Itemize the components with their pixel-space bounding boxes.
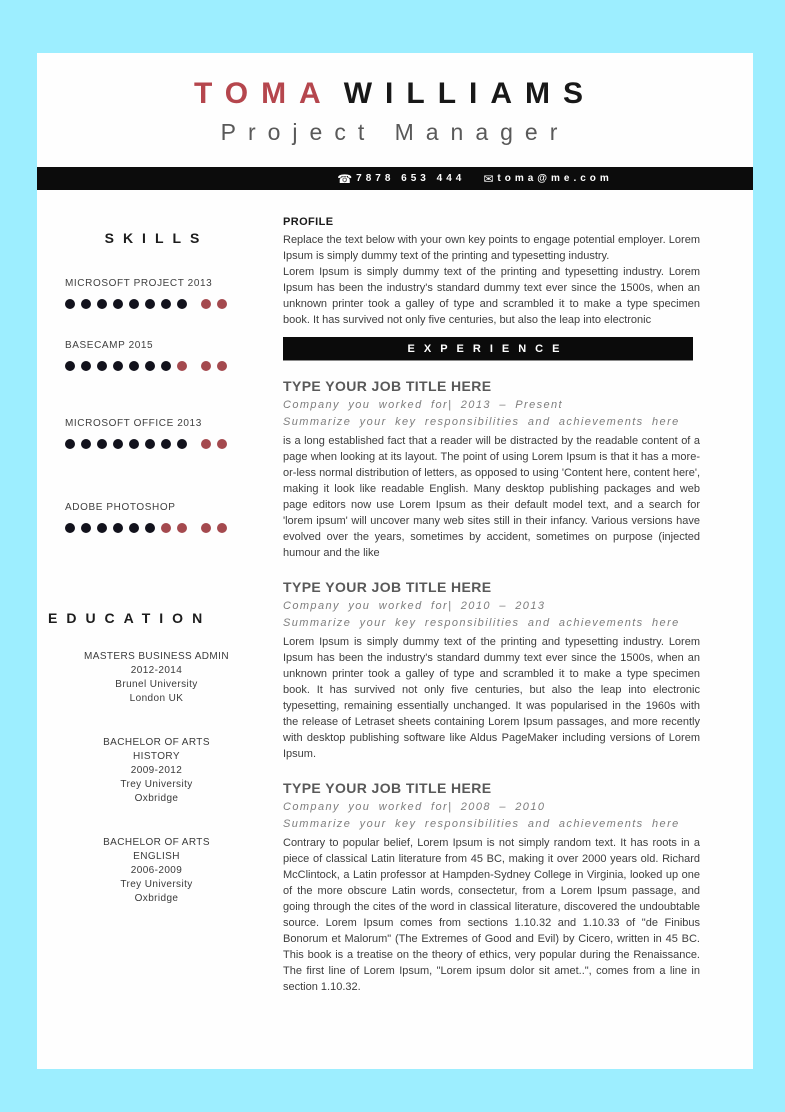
education-major: HISTORY: [133, 751, 180, 762]
job-summary-hint: Summarize your key responsibilities and achievements here: [283, 416, 680, 428]
skill-microsoft-project: [37, 278, 276, 310]
education-entry-masters: [37, 650, 276, 706]
job-company-dates: Company you worked for| 2010 – 2013: [283, 600, 546, 612]
skill-rating-dots: [65, 438, 276, 450]
phone-number: 7878 653 444: [356, 173, 466, 184]
email-group: [483, 172, 613, 186]
job-entry-1: [283, 378, 700, 561]
phone-group: [337, 172, 465, 186]
skill-rating-dots: [65, 298, 276, 310]
skill-microsoft-office: [37, 418, 276, 450]
skill-label: BASECAMP 2015: [65, 340, 154, 351]
job-title: TYPE YOUR JOB TITLE HERE: [283, 579, 492, 595]
education-major: ENGLISH: [133, 851, 180, 862]
resume-page: [37, 53, 753, 1069]
education-years: 2012-2014: [130, 665, 183, 676]
job-description: is a long established fact that a reader will be distracted by the readable content of a page when looking at its layout. The point of using Lorem Ipsum is that it has a more-or-less normal distribution of letters, as opposed to using 'Content here, content here', making it look like readable English. Many desktop publishing packages and web page editors now use Lorem Ipsum as their default model text, and a search for 'lorem ipsum' will uncover many web sites still in their infancy. Various versions have evolved over the years, sometimes by accident, sometimes on purpose (injected humour and the like: [283, 435, 700, 559]
education-years: 2009-2012: [130, 765, 183, 776]
education-school: Trey University: [120, 779, 193, 790]
skill-label: MICROSOFT PROJECT 2013: [65, 278, 213, 289]
contact-bar: [37, 167, 753, 190]
education-years: 2006-2009: [130, 865, 183, 876]
job-company-dates: Company you worked for| 2008 – 2010: [283, 801, 546, 813]
skills-heading: SKILLS: [104, 230, 209, 246]
telephone-icon: ☎: [337, 171, 353, 186]
education-degree: MASTERS BUSINESS ADMIN: [84, 651, 229, 662]
job-title-subtitle: Project Manager: [220, 119, 570, 145]
skill-label: MICROSOFT OFFICE 2013: [65, 418, 202, 429]
education-location: Oxbridge: [134, 893, 179, 904]
job-summary-hint: Summarize your key responsibilities and achievements here: [283, 818, 680, 830]
education-location: Oxbridge: [134, 793, 179, 804]
profile-paragraph: Lorem Ipsum is simply dummy text of the printing and typesetting industry. Lorem Ipsum has been the industry's standard dummy text ever since the 1500s, when an unknown printer took a galley of type and scrambled it to make a type specimen book. It has survived not only five centuries, but also the leap into electronic: [283, 266, 700, 326]
envelope-icon: ✉: [483, 171, 494, 186]
experience-section-heading: EXPERIENCE: [283, 337, 693, 360]
education-entry-ba-history: [37, 736, 276, 806]
candidate-name: [37, 77, 753, 111]
skill-adobe-photoshop: [37, 502, 276, 534]
last-name: WILLIAMS: [343, 77, 597, 110]
job-entry-3: [283, 780, 700, 995]
job-title: TYPE YOUR JOB TITLE HERE: [283, 780, 492, 796]
job-company-dates: Company you worked for| 2013 – Present: [283, 399, 564, 411]
education-degree: BACHELOR OF ARTS: [103, 837, 210, 848]
email-address: toma@me.com: [497, 173, 613, 184]
job-title: TYPE YOUR JOB TITLE HERE: [283, 378, 492, 394]
sidebar: [37, 190, 276, 995]
skill-label: ADOBE PHOTOSHOP: [65, 502, 176, 513]
profile-heading: PROFILE: [283, 216, 334, 228]
education-location: London UK: [129, 693, 184, 704]
first-name: TOMA: [193, 77, 334, 110]
job-description: Lorem Ipsum is simply dummy text of the printing and typesetting industry. Lorem Ipsum has been the industry's standard dummy text ever since the 1500s, when an unknown printer took a galley of type and scrambled it to make a type specimen book. It has survived not only five centuries, but also the leap into electronic typesetting, remaining essentially unchanged. It was popularised in the 1960s with the release of Letraset sheets containing Lorem Ipsum passages, and more recently with desktop publishing software like Aldus PageMaker including versions of Lorem Ipsum.: [283, 636, 700, 760]
resume-header: [37, 53, 753, 146]
education-school: Trey University: [120, 879, 193, 890]
main-column: [276, 190, 753, 995]
education-school: Brunel University: [115, 679, 198, 690]
education-degree: BACHELOR OF ARTS: [103, 737, 210, 748]
skill-rating-dots: [65, 522, 276, 534]
education-entry-ba-english: [37, 836, 276, 906]
job-description: Contrary to popular belief, Lorem Ipsum is not simply random text. It has roots in a piece of classical Latin literature from 45 BC, making it over 2000 years old. Richard McClintock, a Latin professor at Hampden-Sydney College in Virginia, looked up one of the more obscure Latin words, consectetur, from a Lorem Ipsum passage, and going through the cites of the word in classical literature, discovered the undoubtable source. Lorem Ipsum comes from sections 1.10.32 and 1.10.33 of "de Finibus Bonorum et Malorum" (The Extremes of Good and Evil) by Cicero, written in 45 BC. This book is a treatise on the theory of ethics, very popular during the Renaissance. The first line of Lorem Ipsum, "Lorem ipsum dolor sit amet..", comes from a line in section 1.10.32.: [283, 837, 700, 993]
profile-paragraph: Replace the text below with your own key points to engage potential employer. Lorem Ipsum is simply dummy text of the printing and typesetting industry.: [283, 234, 700, 262]
job-entry-2: [283, 579, 700, 762]
skill-basecamp: [37, 340, 276, 372]
job-summary-hint: Summarize your key responsibilities and achievements here: [283, 617, 680, 629]
skill-rating-dots: [65, 360, 276, 372]
education-heading: EDUCATION: [48, 610, 212, 626]
